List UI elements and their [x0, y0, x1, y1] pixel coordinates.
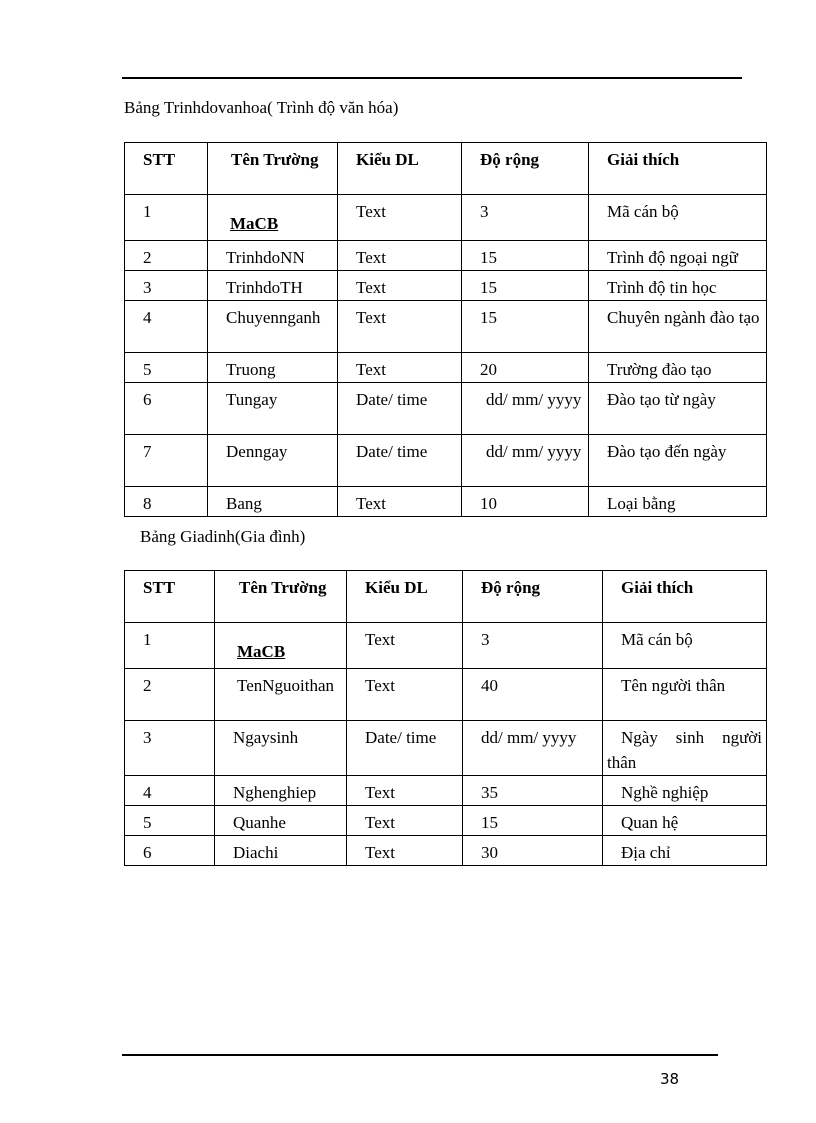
field-name-cell: [208, 195, 338, 241]
header-giai-thich: Giải thích: [603, 571, 767, 623]
header-ten-truong: Tên Trường: [208, 143, 338, 195]
stt-cell: 3: [125, 721, 215, 776]
stt-cell: 1: [125, 623, 215, 669]
table-trinhdovanhoa: [124, 142, 767, 517]
type-cell: Text: [347, 776, 463, 806]
header-rule: [122, 77, 742, 79]
table2-caption: Bảng Giadinh(Gia đình): [140, 527, 306, 546]
width-cell: dd/ mm/ yyyy: [463, 721, 603, 776]
type-cell: Text: [338, 301, 462, 353]
header-stt: STT: [125, 143, 208, 195]
width-cell: 40: [463, 669, 603, 721]
description-cell: Trình độ ngoại ngữ: [589, 241, 767, 271]
field-name-cell: Tungay: [208, 383, 338, 435]
type-cell: Text: [347, 623, 463, 669]
width-cell: 10: [462, 487, 589, 517]
table-row: [125, 241, 767, 271]
header-stt: STT: [125, 571, 215, 623]
primary-key-field: MaCB: [230, 214, 279, 233]
stt-cell: 5: [125, 806, 215, 836]
type-cell: Text: [347, 806, 463, 836]
field-name-cell: TrinhdoTH: [208, 271, 338, 301]
table-row: [125, 806, 767, 836]
width-cell: 20: [462, 353, 589, 383]
width-cell: 3: [463, 623, 603, 669]
table-giadinh: [124, 570, 767, 866]
page-number: 38: [660, 1070, 680, 1088]
description-cell: Tên người thân: [603, 669, 767, 721]
width-cell: 15: [462, 241, 589, 271]
field-name-cell: TrinhdoNN: [208, 241, 338, 271]
type-cell: Text: [347, 836, 463, 866]
type-cell: Date/ time: [338, 383, 462, 435]
table-row: [125, 487, 767, 517]
description-cell: Đào tạo từ ngày: [589, 383, 767, 435]
description-cell: Trình độ tin học: [589, 271, 767, 301]
stt-cell: 3: [125, 271, 208, 301]
description-cell: Chuyên ngành đào tạo: [589, 301, 767, 353]
table-row: [125, 776, 767, 806]
type-cell: Text: [338, 195, 462, 241]
width-cell: 15: [462, 301, 589, 353]
stt-cell: 4: [125, 301, 208, 353]
table-row: [125, 301, 767, 353]
table-header-row: [125, 571, 767, 623]
table-row: [125, 383, 767, 435]
header-ten-truong: Tên Trường: [215, 571, 347, 623]
field-name-cell: Ngaysinh: [215, 721, 347, 776]
table-row: [125, 623, 767, 669]
stt-cell: 6: [125, 836, 215, 866]
field-name-cell: [215, 623, 347, 669]
type-cell: Text: [338, 271, 462, 301]
width-cell: 15: [462, 271, 589, 301]
width-cell: dd/ mm/ yyyy: [462, 435, 589, 487]
table-row: [125, 721, 767, 776]
width-cell: dd/ mm/ yyyy: [462, 383, 589, 435]
field-name-cell: Nghenghiep: [215, 776, 347, 806]
field-name-cell: Denngay: [208, 435, 338, 487]
header-giai-thich: Giải thích: [589, 143, 767, 195]
field-name-cell: Bang: [208, 487, 338, 517]
description-cell: Quan hệ: [603, 806, 767, 836]
table-row: [125, 836, 767, 866]
table-row: [125, 271, 767, 301]
stt-cell: 6: [125, 383, 208, 435]
type-cell: Date/ time: [338, 435, 462, 487]
stt-cell: 8: [125, 487, 208, 517]
header-do-rong: Độ rộng: [463, 571, 603, 623]
stt-cell: 5: [125, 353, 208, 383]
stt-cell: 2: [125, 669, 215, 721]
description-cell: Mã cán bộ: [589, 195, 767, 241]
stt-cell: 4: [125, 776, 215, 806]
description-cell: Mã cán bộ: [603, 623, 767, 669]
field-name-cell: TenNguoithan: [215, 669, 347, 721]
field-name-cell: Diachi: [215, 836, 347, 866]
field-name-cell: Quanhe: [215, 806, 347, 836]
stt-cell: 2: [125, 241, 208, 271]
description-cell: Trường đào tạo: [589, 353, 767, 383]
header-kieu-dl: Kiểu DL: [347, 571, 463, 623]
type-cell: Text: [338, 353, 462, 383]
type-cell: Text: [338, 241, 462, 271]
stt-cell: 1: [125, 195, 208, 241]
table-row: [125, 353, 767, 383]
type-cell: Text: [347, 669, 463, 721]
description-cell: Đào tạo đến ngày: [589, 435, 767, 487]
width-cell: 3: [462, 195, 589, 241]
field-name-cell: Truong: [208, 353, 338, 383]
type-cell: Text: [338, 487, 462, 517]
description-cell: Địa chỉ: [603, 836, 767, 866]
width-cell: 15: [463, 806, 603, 836]
primary-key-field: MaCB: [237, 642, 286, 661]
width-cell: 35: [463, 776, 603, 806]
stt-cell: 7: [125, 435, 208, 487]
table1-caption: Bảng Trinhdovanhoa( Trình độ văn hóa): [124, 98, 399, 117]
width-cell: 30: [463, 836, 603, 866]
table-row: [125, 669, 767, 721]
footer-rule: [122, 1054, 718, 1056]
table-row: [125, 195, 767, 241]
description-cell: Nghề nghiệp: [603, 776, 767, 806]
description-cell: Loại bằng: [589, 487, 767, 517]
type-cell: Date/ time: [347, 721, 463, 776]
field-name-cell: Chuyennganh: [208, 301, 338, 353]
table-header-row: [125, 143, 767, 195]
table-row: [125, 435, 767, 487]
description-cell: Ngày sinh người thân: [603, 721, 767, 776]
header-kieu-dl: Kiểu DL: [338, 143, 462, 195]
header-do-rong: Độ rộng: [462, 143, 589, 195]
